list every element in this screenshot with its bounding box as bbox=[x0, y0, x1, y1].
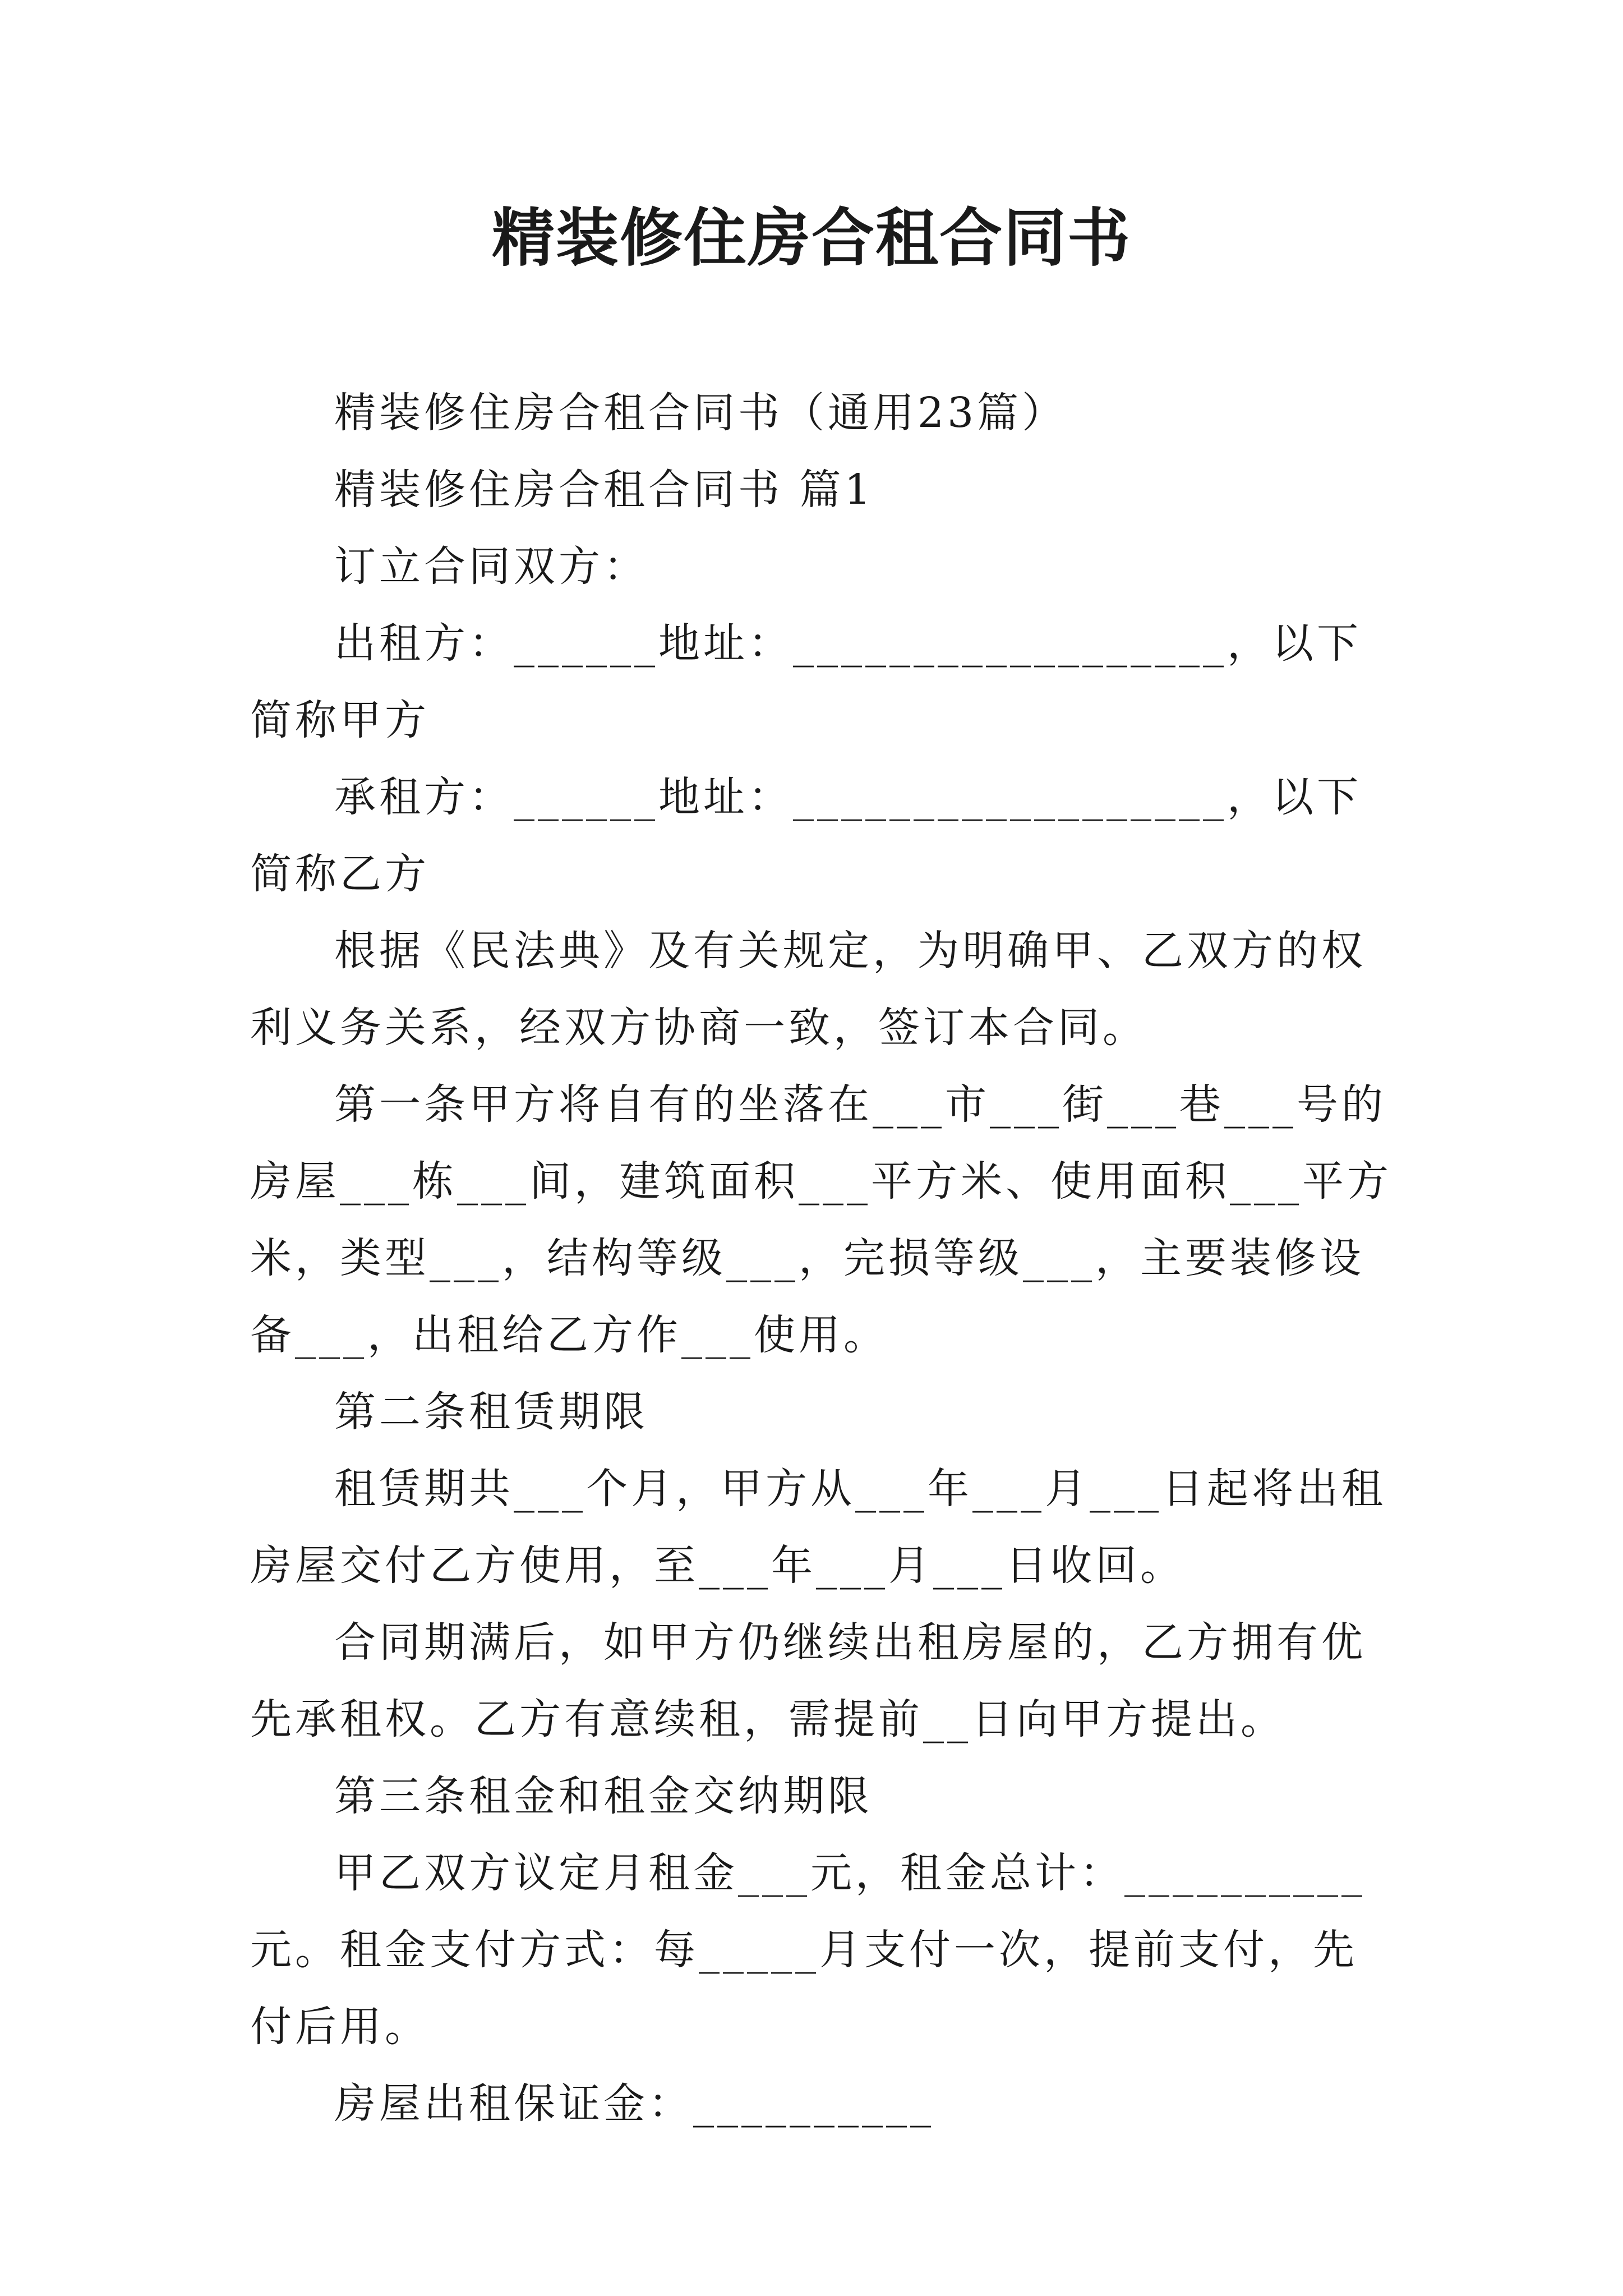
document-body bbox=[250, 375, 1400, 2142]
paragraph-lessor: 出租方：______地址：__________________，以下简称甲方 bbox=[250, 619, 1362, 744]
paragraph-renewal: 合同期满后，如甲方仍继续出租房屋的，乙方拥有优先承租权。乙方有意续租，需提前__日向甲方提出。 bbox=[250, 1618, 1366, 1743]
paragraph-lessee: 承租方：______地址：__________________，以下简称乙方 bbox=[250, 773, 1362, 898]
paragraph-deposit: 房屋出租保证金：__________ bbox=[334, 2079, 934, 2128]
paragraph-lease-term: 租赁期共___个月，甲方从___年___月___日起将出租房屋交付乙方使用，至___年___月___日收回。 bbox=[250, 1465, 1386, 1590]
paragraph-parties: 订立合同双方： bbox=[334, 542, 648, 591]
paragraph-rent: 甲乙双方议定月租金___元，租金总计：__________元。租金支付方式：每_____月支付一次，提前支付，先付后用。 bbox=[250, 1849, 1366, 2051]
paragraph-article-2-title: 第二条租赁期限 bbox=[334, 1388, 648, 1436]
paragraph-basis: 根据《民法典》及有关规定，为明确甲、乙双方的权利义务关系，经双方协商一致，签订本合同。 bbox=[250, 927, 1366, 1052]
document-title: 精装修住房合租合同书 bbox=[492, 202, 1131, 275]
paragraph-article-3-title: 第三条租金和租金交纳期限 bbox=[334, 1772, 873, 1820]
paragraph-article-1: 第一条甲方将自有的坐落在___市___街___巷___号的房屋___栋___间，建筑面积___平方米、使用面积___平方米，类型___，结构等级___，完损等级___，主要装修设备___，出租给乙方作___使用。 bbox=[250, 1080, 1392, 1359]
paragraph-heading: 精装修住房合租合同书（通用23篇） bbox=[334, 389, 1067, 437]
paragraph-section-title: 精装修住房合租合同书 篇1 bbox=[334, 466, 874, 514]
